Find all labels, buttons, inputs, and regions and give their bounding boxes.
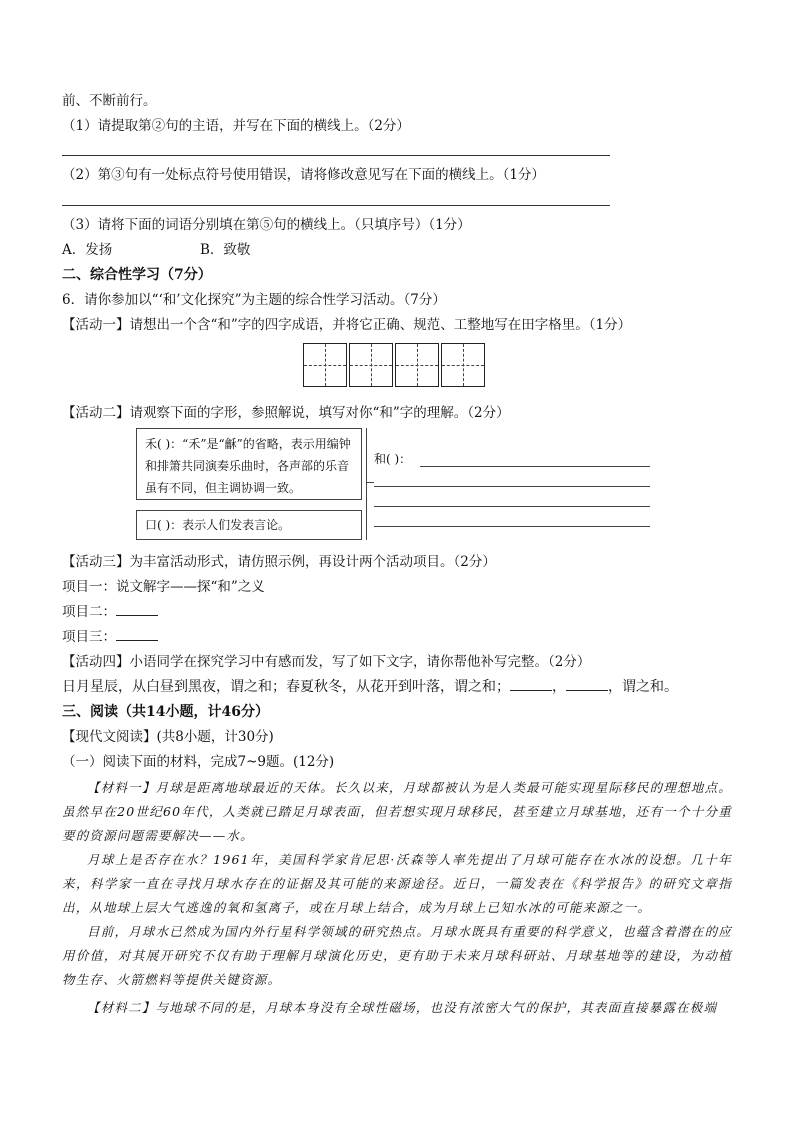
- activity-4-blank-1[interactable]: [510, 678, 552, 691]
- figure-box-he-grain: [136, 428, 362, 500]
- figure-box-he-grain-text: 禾( )：“禾”是“龢”的省略，表示用编钟和排箫共同演奏乐曲时，各声部的乐音虽有不同，但主调协调一致。: [145, 437, 351, 495]
- figure-answer-line[interactable]: [374, 526, 650, 527]
- section-3-heading: 三、阅读（共14小题，计46分）: [62, 704, 269, 720]
- figure-box-mouth-text: 口( )：表示人们发表言论。: [145, 518, 291, 532]
- part-1-heading: （一）阅读下面的材料，完成7~9题。(12分): [62, 754, 335, 770]
- material-1-paragraph-1: 【材料一】月球是距离地球最近的天体。长久以来，月球都被认为是人类最可能实现星际移民的理想地点。虽然早在20世纪60年代，人类就已踏足月球表面，但若想实现月球移民，甚至建立月球基地，还有一个十分重要的资源问题需要解决——水。: [62, 780, 732, 843]
- project-3-blank[interactable]: [116, 628, 158, 641]
- figure-answer-line[interactable]: [374, 486, 650, 487]
- activity-4-text: [62, 678, 678, 696]
- question-6: 6．请你参加以“‘和’文化探究”为主题的综合性学习活动。（7分）: [62, 292, 446, 308]
- figure-brace: [366, 428, 373, 540]
- activity-4-text-a: 日月星辰，从白昼到黑夜，谓之和；春夏秋冬，从花开到叶落，谓之和；: [62, 679, 510, 695]
- tian-grid: [303, 343, 485, 387]
- figure-answer-line[interactable]: [420, 466, 650, 467]
- question-2: （2）第③句有一处标点符号使用错误，请将修改意见写在下面的横线上。（1分）: [62, 167, 545, 183]
- figure-box-mouth: [136, 510, 362, 540]
- tian-cell[interactable]: [395, 343, 439, 387]
- project-3: [62, 628, 158, 646]
- answer-line-2[interactable]: [62, 205, 610, 206]
- project-1: 项目一：说文解字——探“和”之义: [62, 579, 265, 595]
- figure-brace-tip: [366, 482, 374, 483]
- activity-3: 【活动三】为丰富活动形式，请仿照示例，再设计两个活动项目。（2分）: [62, 554, 496, 570]
- modern-reading-heading: 【现代文阅读】(共8小题，计30分): [62, 729, 274, 745]
- activity-4-blank-2[interactable]: [566, 678, 608, 691]
- activity-2: 【活动二】请观察下面的字形，参照解说，填写对你“和”字的理解。（2分）: [62, 405, 510, 421]
- section-2-heading: 二、综合性学习（7分）: [62, 267, 212, 283]
- option-b: B．致敬: [200, 242, 251, 258]
- tian-cell[interactable]: [349, 343, 393, 387]
- intro-fragment: 前、不断前行。: [62, 93, 157, 109]
- tian-cell[interactable]: [303, 343, 347, 387]
- project-2-label: 项目二：: [62, 604, 116, 620]
- project-2: [62, 603, 158, 621]
- tian-cell[interactable]: [441, 343, 485, 387]
- project-3-label: 项目三：: [62, 629, 116, 645]
- material-2-paragraph-1: 【材料二】与地球不同的是，月球本身没有全球性磁场，也没有浓密大气的保护，其表面直接暴露在极端: [87, 1000, 718, 1015]
- figure-he-label: 和( )：: [374, 452, 412, 466]
- question-1: （1）请提取第②句的主语，并写在下面的横线上。（2分）: [62, 118, 410, 134]
- figure-answer-line[interactable]: [374, 506, 650, 507]
- option-a: A．发扬: [62, 242, 113, 258]
- question-3: （3）请将下面的词语分别填在第⑤句的横线上。（只填序号）（1分）: [62, 217, 471, 233]
- activity-4-text-b: ，: [552, 679, 566, 695]
- answer-line-1[interactable]: [62, 155, 610, 156]
- activity-4-text-c: ，谓之和。: [608, 679, 678, 695]
- material-1-paragraph-3: 目前，月球水已然成为国内外行星科学领域的研究热点。月球水既具有重要的科学意义，也蕴含着潜在的应用价值，对其展开研究不仅有助于理解月球演化历史，更有助于未来月球科研站、月球基地等的建设，为动植物生存、火箭燃料等提供关键资源。: [62, 924, 732, 987]
- material-1-paragraph-2: 月球上是否存在水？1961年，美国科学家肯尼思·沃森等人率先提出了月球可能存在水冰的设想。几十年来，科学家一直在寻找月球水存在的证据及其可能的来源途径。近日，一篇发表在《科学报告》的研究文章指出，从地球上层大气逃逸的氧和氢离子，或在月球上结合，成为月球上已知水冰的可能来源之一。: [62, 852, 732, 915]
- project-2-blank[interactable]: [116, 603, 158, 616]
- activity-4: 【活动四】小语同学在探究学习中有感而发，写了如下文字，请你帮他补写完整。（2分）: [62, 654, 591, 670]
- activity-1: 【活动一】请想出一个含“和”字的四字成语，并将它正确、规范、工整地写在田字格里。（1分）: [62, 317, 632, 333]
